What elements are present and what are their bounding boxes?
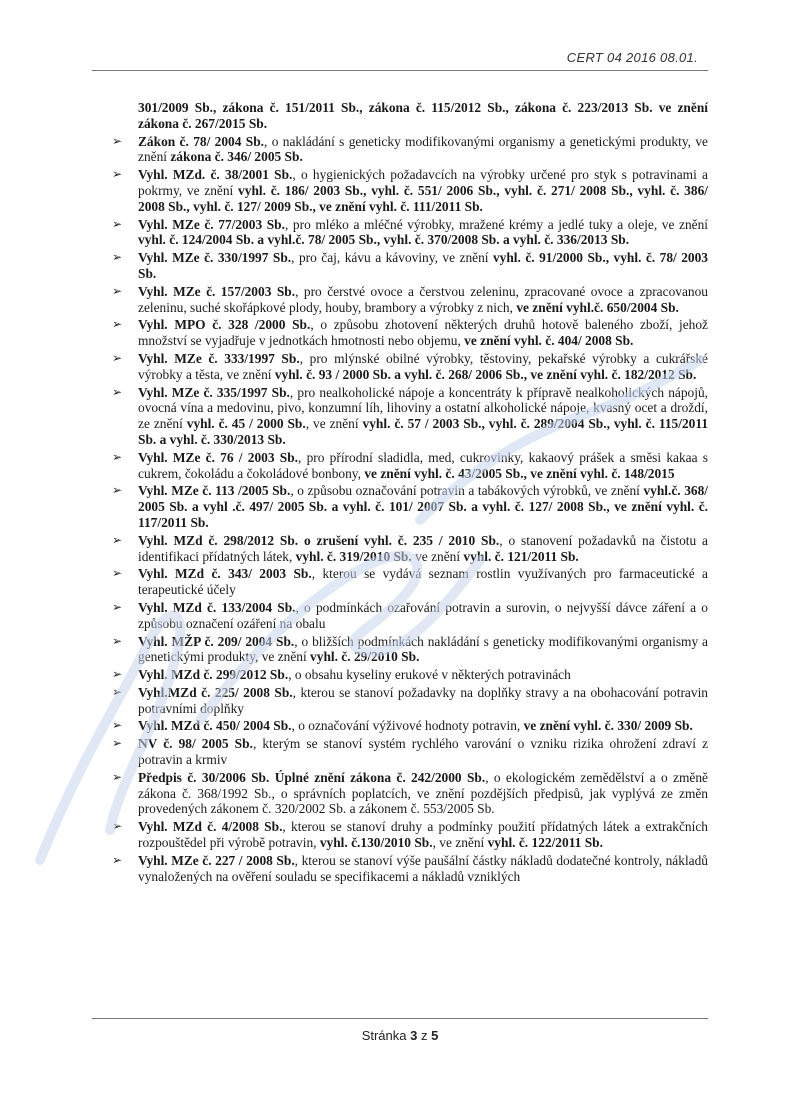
list-item xyxy=(108,600,708,632)
citation-bold: Vyhl. MZd č. 299/2012 Sb. xyxy=(138,667,289,683)
item-text: , pro mléko a mléčné výrobky, mražené krémy a jedlé tuky a oleje, ve znění xyxy=(284,216,708,232)
list-item xyxy=(108,284,708,316)
citation-bold: vyhl. č. 122/2011 Sb. xyxy=(487,835,603,851)
item-text: , o stanovení požadavků na čistotu a identifikaci přídatných látek, xyxy=(138,532,708,564)
arrow-bullet-icon: ➢ xyxy=(112,317,123,332)
item-text: , kterým se stanoví systém rychlého varování o vzniku rizika ohrožení zdraví z potravin a krmiv xyxy=(138,736,709,768)
item-text: ve znění xyxy=(411,548,464,564)
document-code: CERT 04 2016 08.01. xyxy=(566,50,698,65)
citation-bold: Vyhl. MZe č. 335/1997 Sb. xyxy=(138,384,290,400)
list-item xyxy=(108,385,708,448)
arrow-bullet-icon: ➢ xyxy=(112,633,123,648)
continuation-paragraph xyxy=(108,100,708,132)
arrow-bullet-icon: ➢ xyxy=(112,852,123,867)
arrow-bullet-icon: ➢ xyxy=(112,133,123,148)
citation-bold: Vyhl. MŽP č. 209/ 2004 Sb. xyxy=(138,633,295,649)
citation-bold: vyhl. č. 319/2010 Sb. xyxy=(295,548,412,564)
citation-bold: ve znění vyhl.č. 650/2004 Sb. xyxy=(516,299,679,315)
citation-bold: vyhl. č. 121/2011 Sb. xyxy=(463,548,579,564)
list-item xyxy=(108,634,708,666)
citation-bold: vyhl. č. 45 / 2000 Sb. xyxy=(186,416,306,432)
citation-bold: vyhl. č. 124/2004 Sb. a vyhl.č. 78/ 2005 Sb., vyhl. č. 370/2008 Sb. a vyhl. č. 336/2013 Sb. xyxy=(138,232,630,248)
citation-bold: Předpis č. 30/2006 Sb. Úplné znění zákona č. 242/2000 Sb. xyxy=(138,769,486,785)
item-text: , ve znění xyxy=(432,835,488,851)
item-text: , o způsobu zhotovení některých druhů hotově baleného zboží, jehož množství se vyjadřuje v jednotkách hmotnosti nebo objemu, xyxy=(138,317,709,349)
list-item xyxy=(108,770,708,817)
item-text: , o nakládání s geneticky modifikovanými organismy a genetickými produkty, ve znění xyxy=(138,133,708,165)
arrow-bullet-icon: ➢ xyxy=(112,449,123,464)
citation-bold: NV č. 98/ 2005 Sb. xyxy=(138,736,253,752)
list-item xyxy=(108,167,708,214)
footer-rule xyxy=(92,1018,708,1019)
arrow-bullet-icon: ➢ xyxy=(112,769,123,784)
list-item xyxy=(108,351,708,383)
list-item xyxy=(108,317,708,349)
item-text: , o označování výživové hodnoty potravin, xyxy=(291,718,524,734)
citation-bold: vyhl. č. 29/2010 Sb. xyxy=(310,649,420,665)
arrow-bullet-icon: ➢ xyxy=(112,667,123,682)
citation-bold: vyhl.č. 368/ 2005 Sb. a vyhl .č. 497/ 2005 Sb. a vyhl. č. 101/ 2007 Sb. a vyhl. č. 127/ 2008 Sb., ve znění vyhl. č. 117/2011 Sb. xyxy=(138,483,708,530)
continuation-text xyxy=(138,100,708,132)
item-text: , pro nealkoholické nápoje a koncentráty k přípravě nealkoholických nápojů, ovocná vína a medovinu, pivo, konzumní líh, lihoviny a ostatní alkoholické nápoje, kvasný ocet a droždí, ze znění xyxy=(138,384,708,432)
item-text: , kterou se stanoví požadavky na doplňky stravy a na obohacování potravin potravními doplňky xyxy=(138,684,708,716)
citation-bold: Vyhl. MZd č. 450/ 2004 Sb. xyxy=(138,718,292,734)
arrow-bullet-icon: ➢ xyxy=(112,283,123,298)
list-item xyxy=(108,566,708,598)
item-text: , pro čaj, kávu a kávoviny, ve znění xyxy=(291,250,493,266)
arrow-bullet-icon: ➢ xyxy=(112,684,123,699)
citation-bold: Vyhl. MZe č. 113 /2005 Sb. xyxy=(138,483,291,499)
citation-bold: Vyhl.MZd č. 225/ 2008 Sb. xyxy=(138,684,293,700)
citation-bold: vyhl. č. 57 / 2003 Sb., vyhl. č. 289/2004 Sb., vyhl. č. 115/2011 Sb. a vyhl. č. 330/2013 Sb. xyxy=(138,416,709,447)
citation-bold: Vyhl. MPO č. 328 /2000 Sb. xyxy=(138,317,311,333)
arrow-bullet-icon: ➢ xyxy=(112,819,123,834)
arrow-bullet-icon: ➢ xyxy=(112,167,123,182)
citation-bold: Vyhl. MZd č. 298/2012 Sb. o zrušení vyhl. č. 235 / 2010 Sb. xyxy=(138,532,500,548)
citation-bold: Vyhl. MZd. č. 38/2001 Sb. xyxy=(138,167,293,183)
citation-bold: Vyhl. MZe č. 330/1997 Sb. xyxy=(138,250,292,266)
item-text: , kterou se stanoví výše paušální částky nákladů dodatečné kontroly, nákladů vynaložených na ověření souladu se specifikacemi a nákladů vzniklých xyxy=(138,852,708,884)
list-item xyxy=(108,250,708,282)
list-item xyxy=(108,718,708,734)
citation-bold: vyhl. č. 91/2000 Sb., vyhl. č. 78/ 2003 Sb. xyxy=(138,250,708,281)
arrow-bullet-icon: ➢ xyxy=(112,384,123,399)
legislation-list xyxy=(108,134,708,885)
citation-bold: ve znění vyhl. č. 404/ 2008 Sb. xyxy=(464,333,634,349)
citation-bold: Vyhl. MZe č. 157/2003 Sb. xyxy=(138,283,296,299)
list-item xyxy=(108,134,708,166)
list-item xyxy=(108,667,708,683)
list-item xyxy=(108,533,708,565)
citation-bold: ve znění vyhl. č. 43/2005 Sb., ve znění vyhl. č. 148/2015 xyxy=(364,465,675,481)
document-body xyxy=(108,100,708,886)
list-item xyxy=(108,685,708,717)
citation-bold: Vyhl. MZe č. 227 / 2008 Sb. xyxy=(138,852,295,868)
list-item xyxy=(108,853,708,885)
item-text: , o způsobu označování potravin a tabákových výrobků, ve znění xyxy=(290,483,644,499)
citation-bold: 301/2009 Sb., zákona č. 151/2011 Sb., zákona č. 115/2012 Sb., zákona č. 223/2013 Sb. ve znění zákona č. 267/2015 Sb. xyxy=(138,100,708,131)
item-text: , ve znění xyxy=(305,416,363,432)
arrow-bullet-icon: ➢ xyxy=(112,566,123,581)
item-text: , o hygienických požadavcích na výrobky určené pro styk s potravinami a pokrmy, ve znění xyxy=(138,167,708,198)
list-item xyxy=(108,217,708,249)
item-text: , o obsahu kyseliny erukové v některých potravinách xyxy=(288,667,571,683)
arrow-bullet-icon: ➢ xyxy=(112,483,123,498)
citation-bold: vyhl. č. 186/ 2003 Sb., vyhl. č. 551/ 2006 Sb., vyhl. č. 271/ 2008 Sb., vyhl. č. 386/ 2008 Sb., vyhl. č. 127/ 2009 Sb., ve znění vyhl. č. 111/2011 Sb. xyxy=(138,182,708,214)
page-number: 3 xyxy=(410,1028,418,1043)
page-separator: z xyxy=(417,1028,432,1043)
citation-bold: Vyhl. MZe č. 76 / 2003 Sb. xyxy=(138,449,299,465)
item-text: , o podmínkách ozařování potravin a surovin, o nejvyšší dávce záření a o způsobu označení ozáření na obalu xyxy=(138,599,708,631)
list-item xyxy=(108,819,708,851)
arrow-bullet-icon: ➢ xyxy=(112,216,123,231)
citation-bold: Vyhl. MZd č. 343/ 2003 Sb. xyxy=(138,566,312,582)
citation-bold: ve znění vyhl. č. 330/ 2009 Sb. xyxy=(523,718,693,734)
citation-bold: Vyhl. MZd č. 4/2008 Sb. xyxy=(138,819,283,835)
arrow-bullet-icon: ➢ xyxy=(112,718,123,733)
list-item xyxy=(108,450,708,482)
citation-bold: vyhl. č.130/2010 Sb. xyxy=(319,835,433,851)
arrow-bullet-icon: ➢ xyxy=(112,532,123,547)
item-text: , pro čerstvé ovoce a čerstvou zeleninu, zpracované ovoce a zpracovanou zeleninu, suché skořápkové plody, houby, brambory a výrobky z nich, xyxy=(138,283,708,315)
item-text: , kterou se stanoví druhy a podmínky použití přídatných látek a extrakčních rozpouštědel při výrobě potravin, xyxy=(138,819,708,851)
item-text: , pro přírodní sladidla, med, cukrovinky, kakaový prášek a směsi kakaa s cukrem, čokoládu a čokoládové bonbony, xyxy=(138,449,708,481)
list-item xyxy=(108,483,708,530)
arrow-bullet-icon: ➢ xyxy=(112,736,123,751)
item-text: , o bližších podmínkách nakládání s geneticky modifikovanými organismy a genetickými produkty, ve znění xyxy=(138,633,708,665)
citation-bold: Vyhl. MZe č. 333/1997 Sb. xyxy=(138,350,300,366)
citation-bold: Vyhl. MZd č. 133/2004 Sb. xyxy=(138,599,296,615)
citation-bold: Vyhl. MZe č. 77/2003 Sb. xyxy=(138,216,285,232)
citation-bold: vyhl. č. 93 / 2000 Sb. a vyhl. č. 268/ 2006 Sb., ve znění vyhl. č. 182/2012 Sb. xyxy=(274,366,697,382)
page-label: Stránka xyxy=(361,1028,411,1043)
page-total: 5 xyxy=(431,1028,439,1043)
citation-bold: Zákon č. 78/ 2004 Sb. xyxy=(138,133,265,149)
item-text: , o ekologickém zemědělství a o změně zákona č. 368/1992 Sb., o správních poplatcích, ve znění pozdějších předpisů, jak vyplývá ze změn provedených zákonem č. 320/2002 Sb. a zákonem č. 553/2005 Sb. xyxy=(138,769,708,817)
list-item xyxy=(108,736,708,768)
header-rule xyxy=(92,70,708,71)
item-text: , kterou se vydává seznam rostlin využívaných pro farmaceutické a terapeutické účely xyxy=(138,566,709,598)
arrow-bullet-icon: ➢ xyxy=(112,599,123,614)
page-footer xyxy=(0,1028,800,1043)
citation-bold: zákona č. 346/ 2005 Sb. xyxy=(170,149,303,165)
arrow-bullet-icon: ➢ xyxy=(112,350,123,365)
item-text: , pro mlýnské obilné výrobky, těstoviny, pekařské výrobky a cukrářské výrobky a těsta, ve znění xyxy=(138,350,708,382)
arrow-bullet-icon: ➢ xyxy=(112,250,123,265)
